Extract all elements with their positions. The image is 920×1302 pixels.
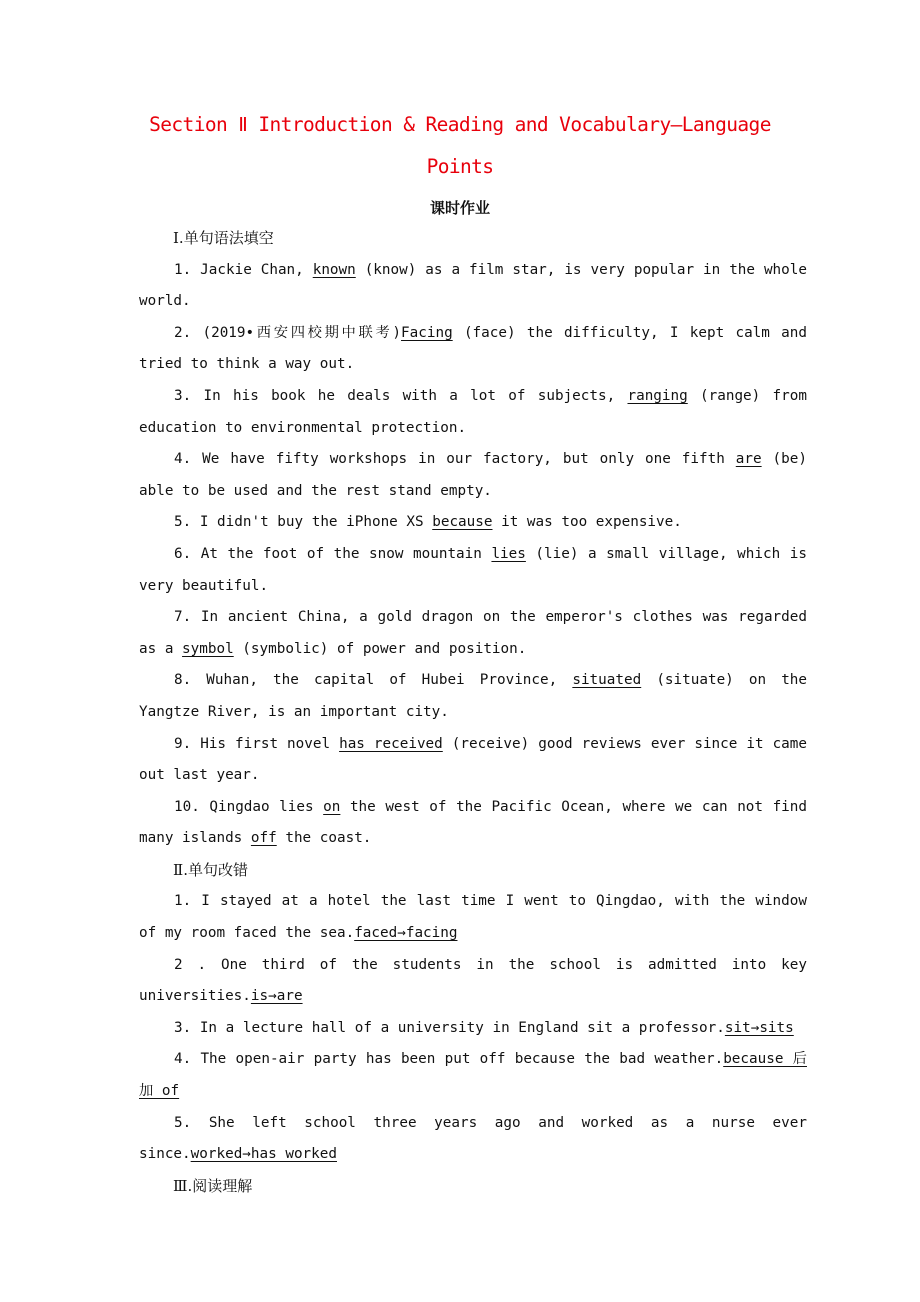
question-text: 10. Qingdao lies — [174, 798, 324, 815]
answer-text: known — [312, 261, 356, 278]
answer-text: worked→has worked — [190, 1146, 337, 1163]
question-text: 6. At the foot of the snow mountain — [174, 545, 492, 562]
exercise-item — [139, 318, 807, 381]
exercise-item — [139, 886, 807, 949]
answer-text: faced→facing — [354, 925, 458, 942]
document-title-continued: Points — [426, 155, 494, 178]
question-text: (face) the difficulty, I kept calm and tried to think a way out. — [139, 324, 807, 373]
question-text: 1. Jackie Chan, — [174, 261, 313, 278]
question-text: 8. Wuhan, the capital of Hubei Province, — [174, 672, 573, 689]
answer-text: symbol — [182, 640, 234, 657]
answer-text: because — [432, 514, 493, 531]
question-text: (symbolic) of power and position. — [233, 640, 527, 657]
question-text: it was too expensive. — [492, 514, 682, 531]
question-text: (receive) good reviews ever since it came out last year. — [139, 735, 808, 784]
question-text: (lie) a small village, which is very beautiful. — [139, 545, 807, 594]
question-text: (know) as a film star, is very popular in the whole world. — [139, 261, 807, 310]
exercise-item — [139, 729, 807, 792]
question-text: (range) from education to environmental protection. — [139, 387, 807, 436]
exercise-item — [139, 381, 807, 444]
question-text: 5. She left school three years ago and worked as a nurse ever since. — [139, 1114, 807, 1163]
question-text: 2. (2019•西安四校期中联考) — [174, 324, 402, 341]
exercise-item — [139, 507, 807, 539]
exercise-item — [139, 665, 807, 728]
answer-text: Facing — [401, 324, 453, 341]
answer-text: are — [735, 451, 762, 468]
answer-text: sit→sits — [724, 1019, 794, 1036]
exercise-item — [139, 255, 807, 318]
question-text: the west of the Pacific Ocean, where we can not find many islands — [139, 798, 807, 847]
question-text: 4. The open-air party has been put off because the bad weather. — [174, 1051, 724, 1068]
exercise-item — [139, 1108, 807, 1171]
section-heading: Ⅲ.阅读理解 — [173, 1176, 253, 1195]
exercise-item — [139, 444, 807, 507]
question-text: 9. His first novel — [174, 735, 340, 752]
answer-text: because 后加 of — [139, 1051, 807, 1100]
question-text: 5. I didn't buy the iPhone XS — [174, 514, 433, 531]
answer-text: is→are — [250, 988, 303, 1005]
question-text: 3. In a lecture hall of a university in England sit a professor. — [174, 1019, 725, 1036]
exercise-content — [139, 223, 807, 1202]
answer-text: has received — [339, 735, 443, 752]
exercise-item — [139, 1013, 807, 1045]
document-title: Section Ⅱ Introduction & Reading and Vocabulary—Language — [149, 113, 771, 136]
answer-text: on — [323, 798, 341, 815]
question-text: 2 . One third of the students in the school is admitted into key universities. — [139, 956, 807, 1005]
exercise-item — [139, 1044, 807, 1107]
exercise-item — [139, 950, 807, 1013]
question-text: 4. We have fifty workshops in our factory, but only one fifth — [174, 451, 736, 468]
question-text: the coast. — [276, 830, 372, 847]
answer-text: lies — [491, 545, 526, 562]
question-text: 1. I stayed at a hotel the last time I went to Qingdao, with the window of my room faced the sea. — [139, 893, 807, 942]
question-text: 7. In ancient China, a gold dragon on the emperor's clothes was regarded as a — [139, 609, 807, 657]
document-subtitle: 课时作业 — [429, 199, 490, 217]
section-heading: Ⅱ.单句改错 — [173, 860, 248, 879]
answer-text: ranging — [627, 387, 688, 404]
answer-text: situated — [572, 672, 642, 689]
exercise-item — [139, 792, 807, 855]
exercise-item — [139, 539, 807, 602]
exercise-item — [139, 602, 807, 665]
question-text: (situate) on the Yangtze River, is an important city. — [139, 672, 808, 720]
question-text: 3. In his book he deals with a lot of subjects, — [174, 387, 628, 404]
answer-text: off — [250, 830, 277, 847]
section-heading: Ⅰ.单句语法填空 — [173, 229, 274, 247]
question-text: (be) able to be used and the rest stand empty. — [139, 451, 807, 499]
